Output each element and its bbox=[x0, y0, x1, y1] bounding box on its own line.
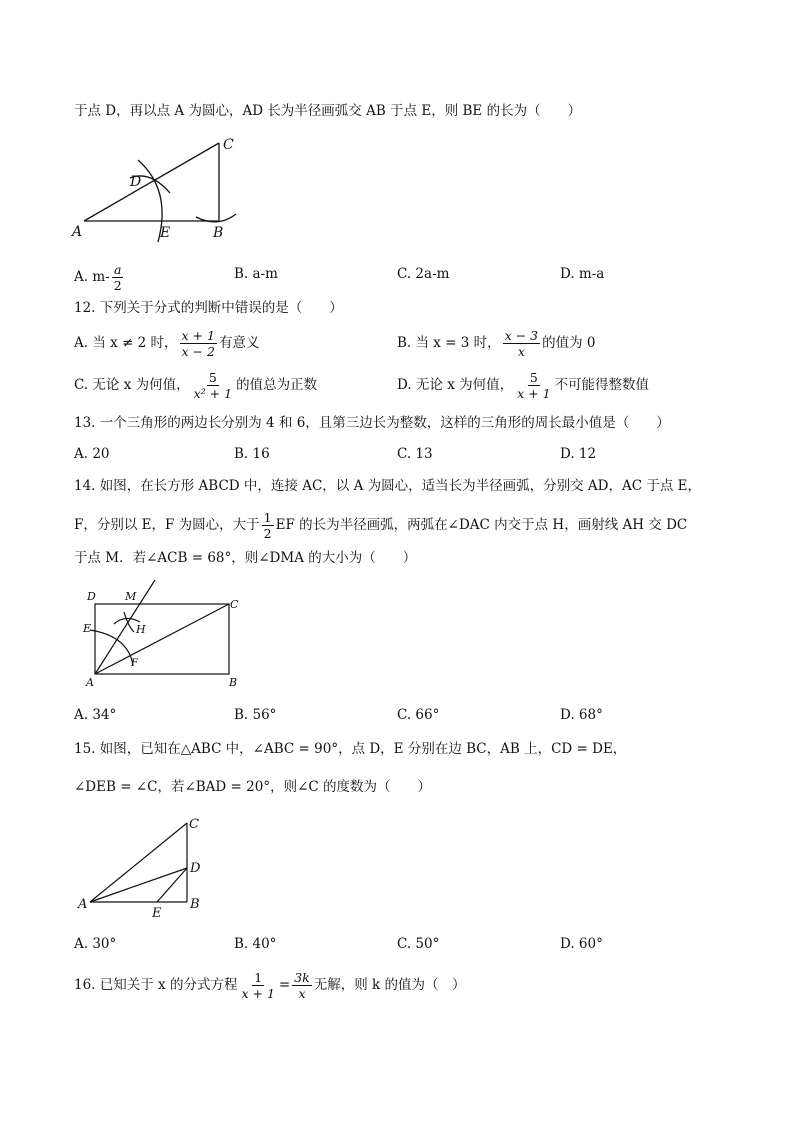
q11-option-a[interactable] bbox=[74, 262, 126, 293]
q15-label-B: B bbox=[190, 897, 200, 912]
q13-option-d[interactable]: D. 12 bbox=[560, 446, 597, 462]
q11-label-E: E bbox=[160, 225, 171, 241]
q12-option-a-fraction: $\frac{x + 1}{x - 2}$ bbox=[181, 328, 215, 359]
q15-option-a[interactable]: A. 30° bbox=[74, 936, 117, 952]
q14-option-b[interactable]: B. 56° bbox=[234, 707, 277, 723]
q14-stem-line1: 14. 如图，在长方形 ABCD 中，连接 AC，以 A 为圆心，适当长为半径画弧，分别交 AD，AC 于点 E， bbox=[74, 478, 701, 494]
q16-stem bbox=[74, 970, 466, 1001]
q11-stem-tail: 于点 D，再以点 A 为圆心，AD 长为半径画弧交 AB 于点 E，则 BE 的长为（ ） bbox=[74, 103, 582, 119]
q12-option-d-post: 不可能得整数值 bbox=[554, 377, 650, 393]
q11-option-a-fraction: $\frac{a}{2}$ bbox=[113, 262, 122, 293]
q12-option-a-pre: A. 当 x ≠ 2 时， bbox=[74, 335, 178, 351]
q12-option-c[interactable] bbox=[74, 370, 317, 401]
q14-stem-line3: 于点 M．若∠ACB = 68°，则∠DMA 的大小为（ ） bbox=[74, 550, 417, 566]
q15-option-c[interactable]: C. 50° bbox=[397, 936, 440, 952]
q14-label-M: M bbox=[125, 590, 137, 603]
q14-label-C: C bbox=[230, 598, 239, 611]
q16-pre: 16. 已知关于 x 的分式方程 bbox=[74, 977, 238, 993]
q12-option-a-post: 有意义 bbox=[218, 335, 260, 351]
q11-option-c[interactable]: C. 2a-m bbox=[397, 266, 450, 282]
q11-label-C: C bbox=[223, 137, 234, 153]
q16-fraction-right: $\frac{3k}{x}$ bbox=[294, 970, 310, 1001]
q12-option-d[interactable] bbox=[397, 370, 649, 401]
q14-half-fraction: $\frac{1}{2}$ bbox=[263, 510, 272, 541]
q11-label-B: B bbox=[213, 225, 224, 241]
q14-line2-pre: F，分别以 E，F 为圆心，大于 bbox=[74, 517, 260, 533]
q12-option-b-pre: B. 当 x = 3 时， bbox=[397, 335, 501, 351]
q14-label-B: B bbox=[229, 676, 238, 689]
q13-option-c[interactable]: C. 13 bbox=[397, 446, 433, 462]
q14-label-E: E bbox=[83, 622, 92, 635]
q15-stem-line2: ∠DEB = ∠C，若∠BAD = 20°，则∠C 的度数为（ ） bbox=[74, 779, 432, 795]
q14-label-A: A bbox=[86, 676, 94, 689]
q14-option-a[interactable]: A. 34° bbox=[74, 707, 117, 723]
q12-stem: 12. 下列关于分式的判断中错误的是（ ） bbox=[74, 300, 343, 316]
q11-option-b[interactable]: B. a-m bbox=[234, 266, 278, 282]
q12-option-a[interactable] bbox=[74, 328, 259, 359]
q14-label-F: F bbox=[131, 658, 138, 669]
q13-option-b[interactable]: B. 16 bbox=[234, 446, 270, 462]
q12-option-b-fraction: $\frac{x - 3}{x}$ bbox=[504, 328, 539, 359]
q15-label-C: C bbox=[189, 817, 199, 832]
q11-label-D: D bbox=[130, 174, 142, 190]
q12-option-b[interactable] bbox=[397, 328, 596, 359]
q15-label-D: D bbox=[190, 861, 201, 876]
q12-option-b-post: 的值为 0 bbox=[542, 335, 596, 351]
q13-option-a[interactable]: A. 20 bbox=[74, 446, 110, 462]
q11-label-A: A bbox=[72, 224, 83, 240]
q15-label-A: A bbox=[78, 897, 88, 912]
q11-option-d[interactable]: D. m-a bbox=[560, 266, 605, 282]
q14-option-d[interactable]: D. 68° bbox=[560, 707, 603, 723]
q11-option-a-prefix: A. m- bbox=[74, 269, 110, 285]
q15-label-E: E bbox=[152, 906, 162, 921]
q14-option-c[interactable]: C. 66° bbox=[397, 707, 440, 723]
q15-option-d[interactable]: D. 60° bbox=[560, 936, 603, 952]
q12-option-c-pre: C. 无论 x 为何值， bbox=[74, 377, 190, 393]
q16-fraction-left: $\frac{1}{x + 1}$ bbox=[241, 970, 275, 1001]
q12-option-c-fraction: $\frac{5}{\text{x² + 1}}$ bbox=[193, 370, 233, 401]
q15-option-b[interactable]: B. 40° bbox=[234, 936, 277, 952]
q14-line2-post: EF 的长为半径画弧，两弧在∠DAC 内交于点 H，画射线 AH 交 DC bbox=[275, 517, 688, 533]
q12-option-c-post: 的值总为正数 bbox=[236, 377, 318, 393]
q12-option-d-pre: D. 无论 x 为何值， bbox=[397, 377, 514, 393]
q13-stem: 13. 一个三角形的两边长分别为 4 和 6，且第三边长为整数，这样的三角形的周长最小值是（ ） bbox=[74, 415, 670, 431]
q14-label-D: D bbox=[87, 590, 96, 603]
q14-label-H: H bbox=[136, 623, 146, 636]
q12-option-d-fraction: $\frac{5}{x + 1}$ bbox=[517, 370, 551, 401]
q16-post: 无解，则 k 的值为（ ） bbox=[313, 977, 466, 993]
q15-stem-line1: 15. 如图，已知在△ABC 中，∠ABC = 90°，点 D，E 分别在边 BC，AB 上，CD = DE， bbox=[74, 741, 627, 757]
q14-stem-line2 bbox=[74, 510, 687, 541]
q16-equals: = bbox=[278, 977, 291, 993]
